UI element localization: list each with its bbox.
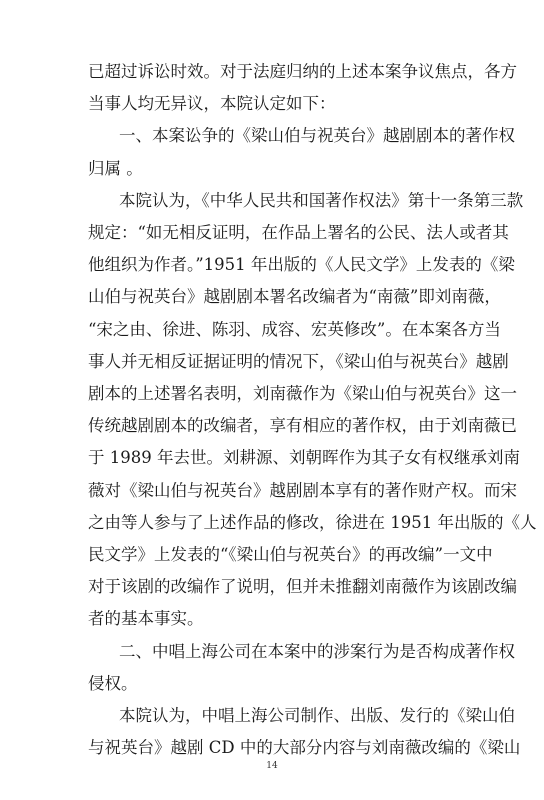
heading-line: 二、中唱上海公司在本案中的涉案行为是否构成著作权 — [119, 642, 515, 661]
text-line: 山伯与祝英台》越剧剧本署名改编者为“南薇”即刘南薇， — [88, 287, 501, 306]
text-line: 剧本的上述署名表明，刘南薇作为《梁山伯与祝英台》这一 — [88, 384, 517, 403]
text-line: 规定：“如无相反证明，在作品上署名的公民、法人或者其 — [88, 223, 509, 242]
text-line: 薇对《梁山伯与祝英台》越剧剧本享有的著作财产权。而宋 — [88, 481, 517, 500]
text-line: 与祝英台》越剧 CD 中的大部分内容与刘南薇改编的《梁山 — [88, 738, 521, 757]
text-line: 民文学》上发表的“《梁山伯与祝英台》的再改编”一文中 — [88, 545, 493, 564]
text-line: 本院认为，《中华人民共和国著作权法》第十一条第三款 — [119, 191, 524, 210]
text-line: 于 1989 年去世。刘耕源、刘朝晖作为其子女有权继承刘南 — [88, 448, 520, 467]
text-line: 归属 。 — [88, 159, 143, 178]
text-line: 者的基本事实。 — [88, 609, 204, 628]
heading-line: 一、本案讼争的《梁山伯与祝英台》越剧剧本的著作权 — [119, 126, 515, 145]
text-line: 对于该剧的改编作了说明，但并未推翻刘南薇作为该剧改编 — [88, 577, 517, 596]
text-line: 传统越剧剧本的改编者，享有相应的著作权，由于刘南薇已 — [88, 416, 517, 435]
text-line: 之由等人参与了上述作品的修改，徐进在 1951 年出版的《人 — [88, 513, 537, 532]
text-line: 当事人均无异议，本院认定如下： — [88, 94, 336, 113]
text-line: 侵权。 — [88, 674, 138, 693]
text-line: 他组织为作者。”1951 年出版的《人民文学》上发表的《梁 — [88, 255, 515, 274]
page-number: 14 — [266, 761, 278, 771]
text-line: 已超过诉讼时效。对于法庭归纳的上述本案争议焦点，各方 — [88, 62, 517, 81]
text-line: 本院认为，中唱上海公司制作、出版、发行的《梁山伯 — [119, 706, 515, 725]
text-line: 事人并无相反证据证明的情况下，《梁山伯与祝英台》越剧 — [88, 352, 509, 371]
text-line: “宋之由、徐进、陈羽、成容、宏英修改”。在本案各方当 — [88, 320, 501, 339]
